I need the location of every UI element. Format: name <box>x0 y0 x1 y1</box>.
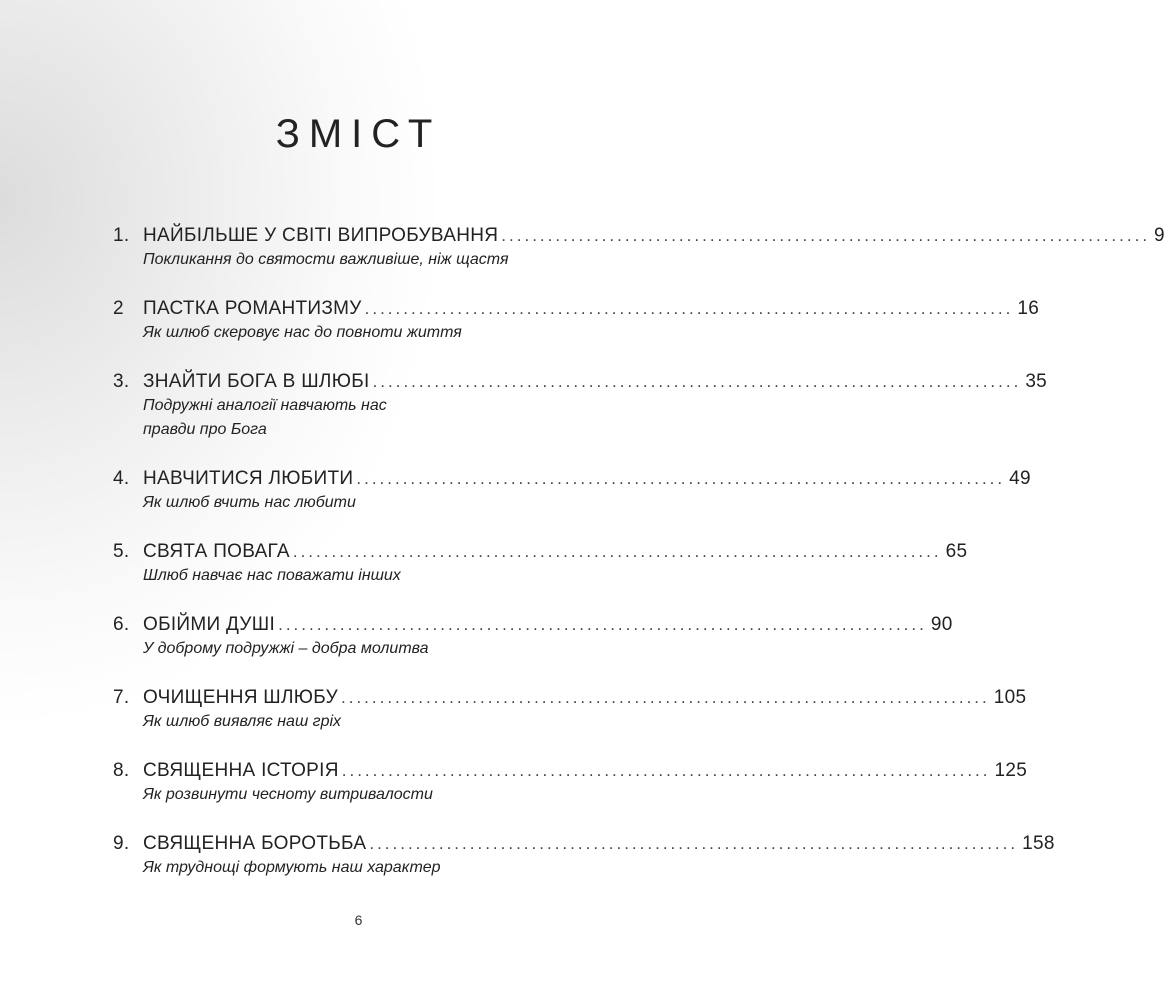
chapter-number: 1. <box>113 225 130 246</box>
toc-entry[interactable] <box>113 224 1165 272</box>
chapter-number: 7. <box>113 687 130 708</box>
page-number: 158 <box>1022 833 1055 854</box>
page-number: 125 <box>994 760 1028 781</box>
toc-entry[interactable] <box>113 832 1055 880</box>
page-number: 105 <box>993 687 1027 708</box>
chapter-number: 8. <box>113 760 130 781</box>
dot-leader: .................................................................................... <box>341 761 991 780</box>
chapter-subtitle: Як шлюб виявляє наш гріх <box>143 713 342 730</box>
chapter-subtitle: Як труднощі формують наш характер <box>143 859 441 876</box>
chapter-subtitle: Подружні аналогії навчають нас правди про Бога <box>143 397 387 438</box>
page-number: 16 <box>1017 298 1040 319</box>
chapter-heading: СВЯЩЕННА ІСТОРІЯ <box>143 760 339 781</box>
chapter-number: 2 <box>113 298 124 319</box>
page-title: ЗМІСТ <box>275 112 442 156</box>
page-number: 9 <box>1154 225 1165 246</box>
page-number: 49 <box>1009 468 1031 489</box>
dot-leader: .................................................................................... <box>341 688 990 707</box>
dot-leader: .................................................................................... <box>372 372 1022 391</box>
toc-entry[interactable] <box>113 370 1048 442</box>
chapter-heading: ОБІЙМИ ДУШІ <box>143 614 276 635</box>
toc-entry[interactable] <box>113 613 953 661</box>
chapter-subtitle: Шлюб навчає нас поважати інших <box>143 567 401 584</box>
table-of-contents <box>113 224 1165 905</box>
toc-entry[interactable] <box>113 297 1040 345</box>
dot-leader: .................................................................................... <box>501 226 1151 245</box>
chapter-heading: СВЯЩЕННА БОРОТЬБА <box>143 833 367 854</box>
chapter-number: 9. <box>113 833 130 854</box>
chapter-subtitle: Покликання до святости важливіше, ніж щастя <box>143 251 509 268</box>
chapter-number: 6. <box>113 614 130 635</box>
page-number: 35 <box>1025 371 1048 392</box>
chapter-heading: ЗНАЙТИ БОГА В ШЛЮБІ <box>143 371 370 392</box>
chapter-heading: НАВЧИТИСЯ ЛЮБИТИ <box>143 468 354 489</box>
chapter-number: 5. <box>113 541 130 562</box>
toc-entry[interactable] <box>113 759 1028 807</box>
toc-entry[interactable] <box>113 540 968 588</box>
page-folio: 6 <box>354 912 363 928</box>
dot-leader: .................................................................................... <box>292 542 942 561</box>
dot-leader: .................................................................................... <box>356 469 1006 488</box>
chapter-number: 4. <box>113 468 130 489</box>
chapter-subtitle: Як шлюб вчить нас любити <box>143 494 356 511</box>
page-number: 90 <box>930 614 953 635</box>
chapter-subtitle: Як шлюб скеровує нас до повноти життя <box>143 324 462 341</box>
chapter-number: 3. <box>113 371 130 392</box>
chapter-heading: ОЧИЩЕННЯ ШЛЮБУ <box>143 687 338 708</box>
chapter-subtitle: Як розвинути чесноту витривалости <box>143 786 433 803</box>
toc-entry[interactable] <box>113 686 1027 734</box>
toc-entry[interactable] <box>113 467 1031 515</box>
chapter-heading: СВЯТА ПОВАГА <box>143 541 290 562</box>
page-number: 65 <box>945 541 968 562</box>
chapter-heading: НАЙБІЛЬШЕ У СВІТІ ВИПРОБУВАННЯ <box>143 225 499 246</box>
chapter-subtitle: У доброму подружжі – добра молитва <box>143 640 429 657</box>
dot-leader: .................................................................................... <box>364 299 1014 318</box>
chapter-heading: ПАСТКА РОМАНТИЗМУ <box>143 298 362 319</box>
dot-leader: .................................................................................... <box>278 615 927 634</box>
dot-leader: .................................................................................... <box>369 834 1019 853</box>
